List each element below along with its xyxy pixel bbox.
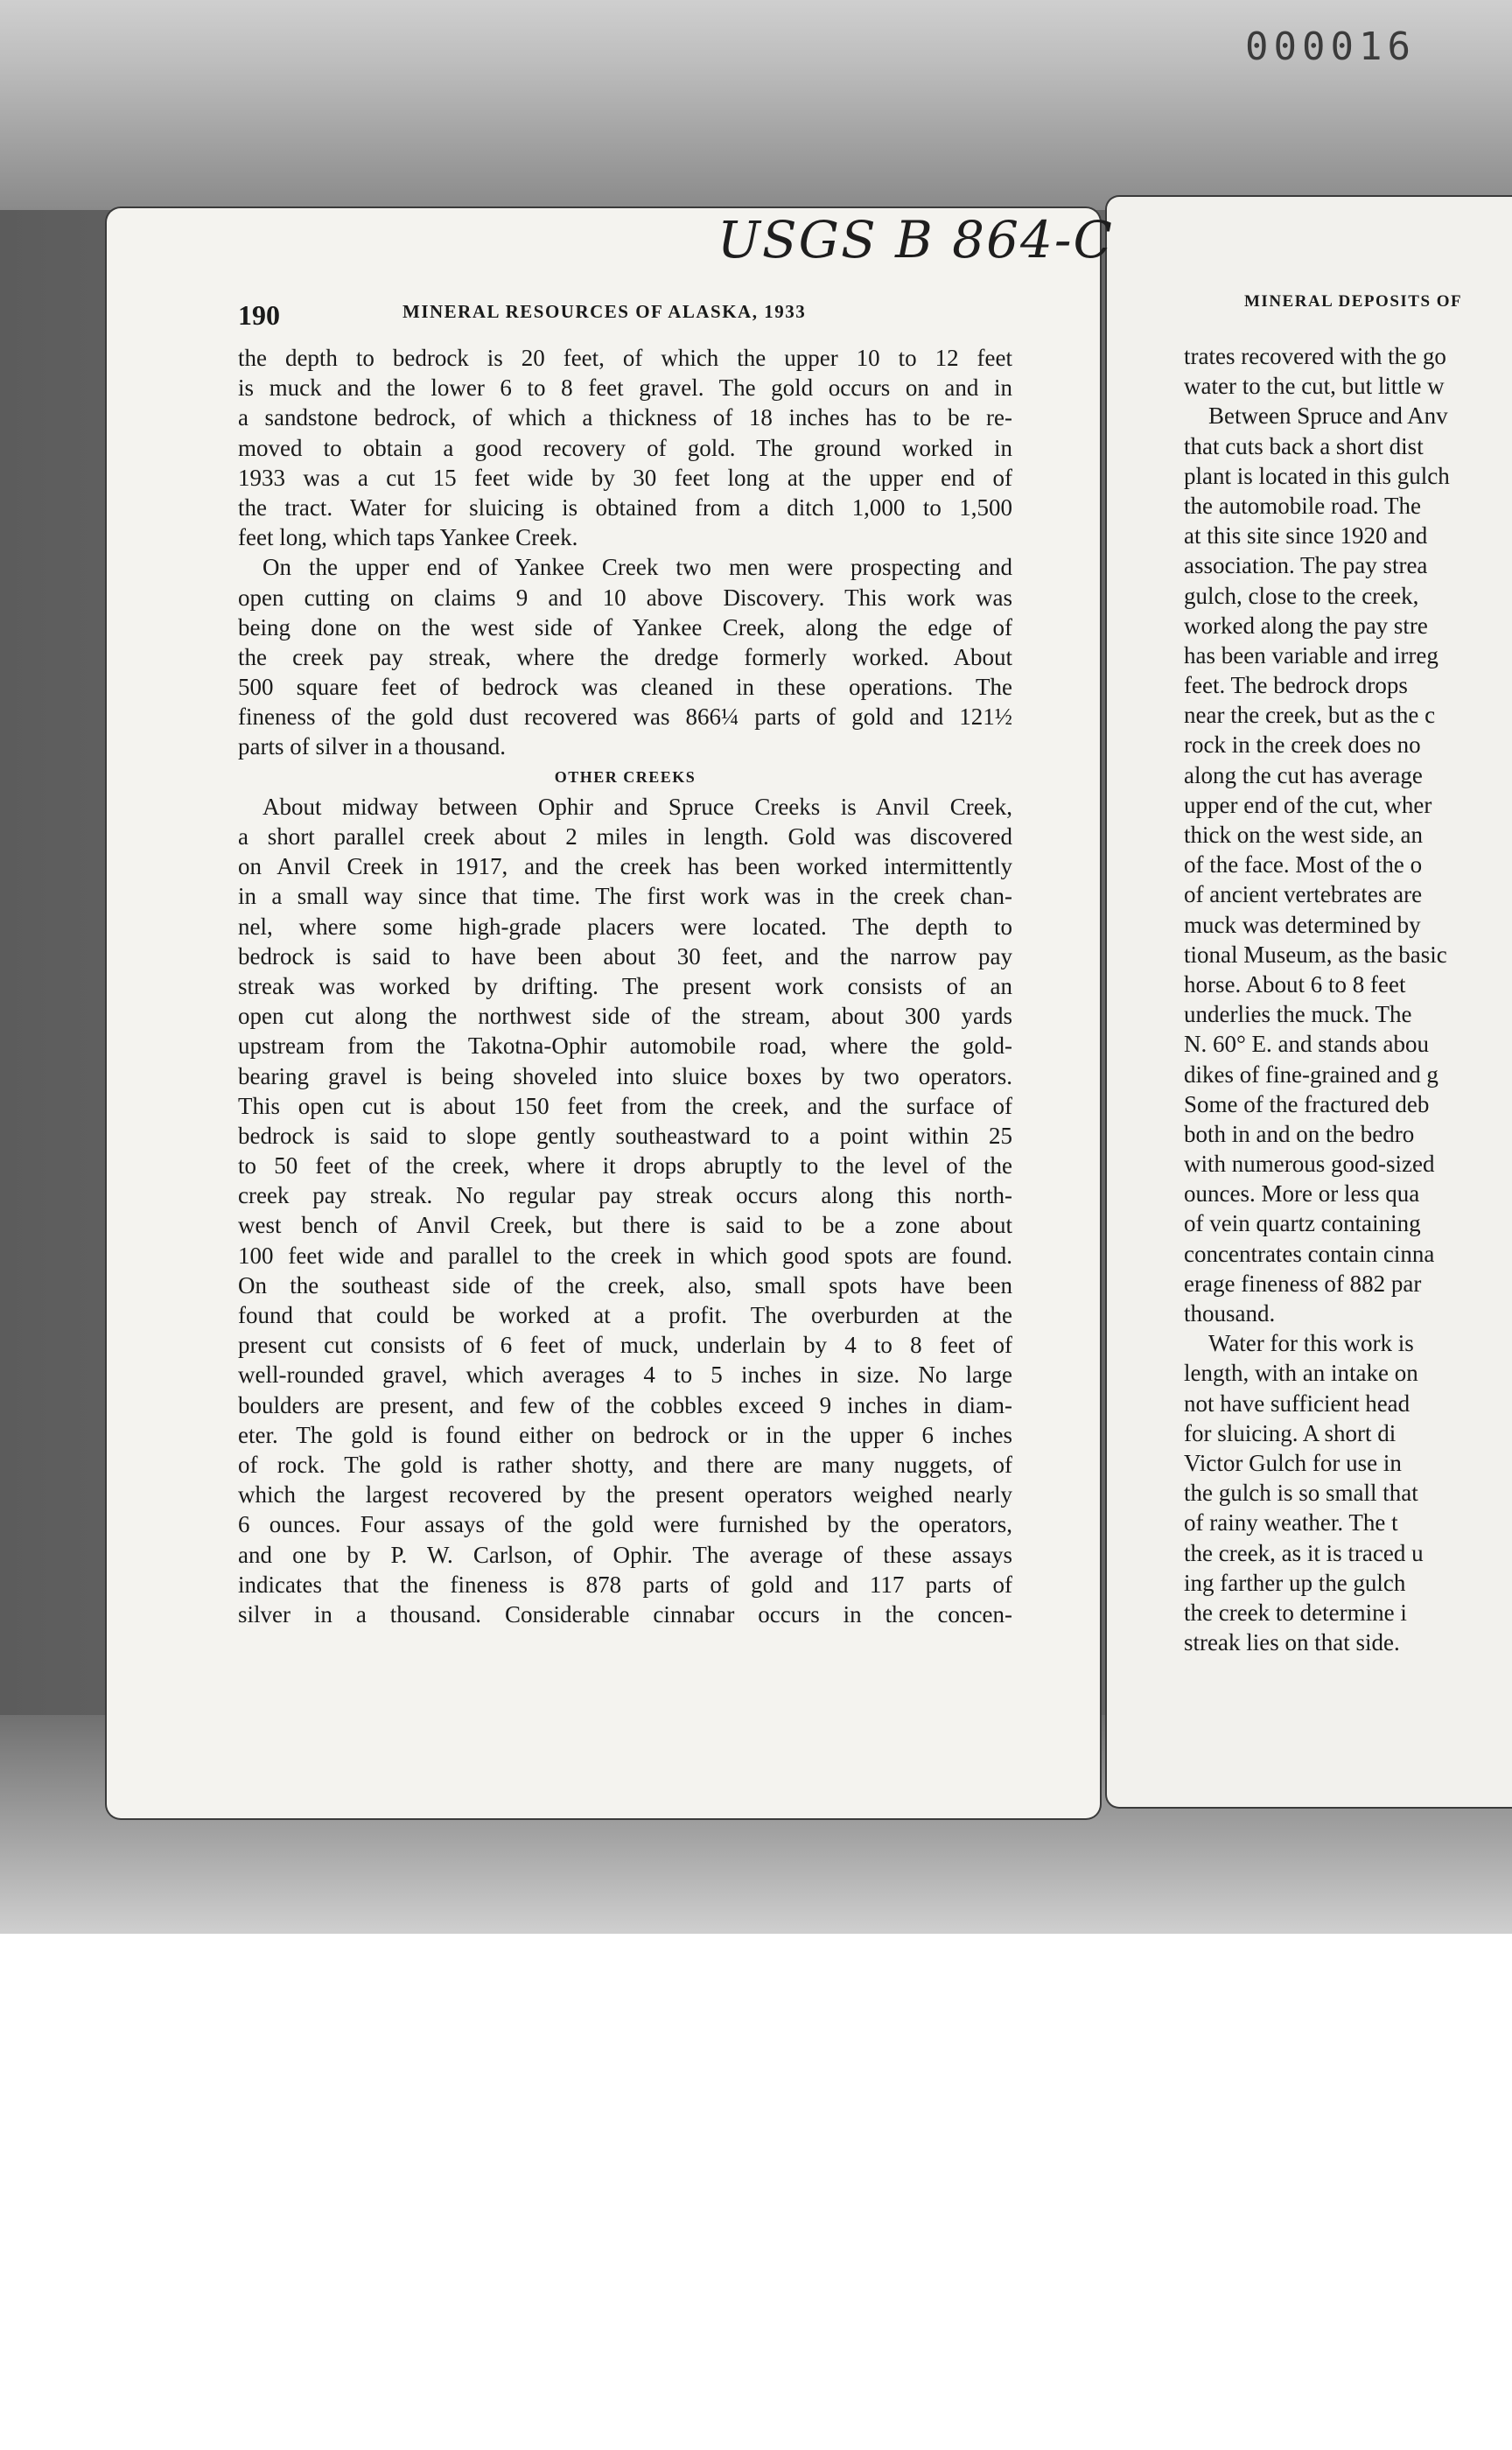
right-text-line: plant is located in this gulch	[1184, 462, 1450, 489]
right-text-line: muck was determined by	[1184, 911, 1421, 938]
right-text-line: near the creek, but as the c	[1184, 702, 1436, 729]
right-text-line: erage fineness of 882 par	[1184, 1270, 1422, 1297]
left-text-line: of rock. The gold is rather shotty, and there are many nuggets, of	[238, 1451, 1012, 1478]
section-heading: OTHER CREEKS	[554, 767, 696, 786]
left-text-line: bedrock is said to slope gently southeastward to a point within 25	[238, 1122, 1012, 1149]
left-text-line: which the largest recovered by the present operators weighed nearly	[238, 1481, 1012, 1508]
right-text-line: streak lies on that side.	[1184, 1629, 1400, 1656]
right-text-line: the automobile road. The	[1184, 492, 1421, 519]
left-text-line: 1933 was a cut 15 feet wide by 30 feet long at the upper end of	[238, 464, 1012, 491]
left-text-column	[238, 343, 1012, 1629]
left-text-line: present cut consists of 6 feet of muck, underlain by 4 to 8 feet of	[238, 1332, 1012, 1359]
left-text-line: eter. The gold is found either on bedrock or in the upper 6 inches	[238, 1421, 1012, 1448]
left-text-line: a sandstone bedrock, of which a thickness of 18 inches has to be re-	[238, 404, 1012, 431]
right-text-line: has been variable and irreg	[1184, 641, 1438, 668]
left-text-line: is muck and the lower 6 to 8 feet gravel. The gold occurs on and in	[238, 374, 1012, 402]
right-text-line: upper end of the cut, wher	[1184, 791, 1432, 818]
document-stamp-number: 000016	[1245, 24, 1416, 69]
left-text-line: fineness of the gold dust recovered was 866¼ parts of gold and 121½	[238, 704, 1012, 731]
right-text-line: horse. About 6 to 8 feet	[1184, 970, 1406, 998]
right-text-line: feet. The bedrock drops	[1184, 672, 1408, 699]
left-text-line: bedrock is said to have been about 30 feet, and the narrow pay	[238, 942, 1012, 970]
left-text-line: On the southeast side of the creek, also, small spots have been	[238, 1271, 1012, 1298]
right-text-line: at this site since 1920 and	[1184, 522, 1428, 550]
left-text-line: to 50 feet of the creek, where it drops abruptly to the level of the	[238, 1152, 1012, 1180]
right-text-line: Water for this work is	[1208, 1330, 1414, 1357]
left-text-line: 100 feet wide and parallel to the creek in which good spots are found.	[238, 1242, 1012, 1269]
right-text-line: rock in the creek does no	[1184, 732, 1421, 759]
right-text-line: worked along the pay stre	[1184, 612, 1428, 639]
right-text-line: ounces. More or less qua	[1184, 1180, 1420, 1208]
left-text-line: 500 square feet of bedrock was cleaned in these operations. The	[238, 674, 1012, 701]
page-number: 190	[238, 299, 280, 331]
left-text-line: well-rounded gravel, which averages 4 to 5 inches in size. No large	[238, 1362, 1012, 1389]
left-text-line: being done on the west side of Yankee Creek, along the edge of	[238, 613, 1012, 640]
right-text-line: concentrates contain cinna	[1184, 1240, 1435, 1267]
right-text-line: for sluicing. A short di	[1184, 1419, 1396, 1446]
right-text-line: Victor Gulch for use in	[1184, 1449, 1402, 1476]
right-text-column	[1184, 341, 1512, 1657]
left-text-line: on Anvil Creek in 1917, and the creek has been worked intermittently	[238, 853, 1012, 880]
right-text-line: that cuts back a short dist	[1184, 432, 1424, 459]
right-text-line: of rainy weather. The t	[1184, 1509, 1398, 1536]
right-text-line: underlies the muck. The	[1184, 1001, 1412, 1028]
right-text-line: along the cut has average	[1184, 761, 1423, 788]
right-text-line: Between Spruce and Anv	[1208, 402, 1448, 430]
left-text-line: silver in a thousand. Considerable cinnabar occurs in the concen-	[238, 1600, 1012, 1628]
left-text-line: nel, where some high-grade placers were located. The depth to	[238, 913, 1012, 940]
left-text-line: About midway between Ophir and Spruce Creeks is Anvil Creek,	[262, 793, 1012, 820]
right-text-line: thick on the west side, an	[1184, 822, 1423, 848]
left-text-line: upstream from the Takotna-Ophir automobile road, where the gold-	[238, 1032, 1012, 1060]
left-text-line: streak was worked by drifting. The present work consists of an	[238, 972, 1012, 999]
left-text-line: and one by P. W. Carlson, of Ophir. The average of these assays	[238, 1541, 1012, 1568]
left-text-line: parts of silver in a thousand.	[238, 733, 506, 760]
right-text-line: thousand.	[1184, 1300, 1276, 1326]
left-text-line: open cut along the northwest side of the stream, about 300 yards	[238, 1003, 1012, 1030]
left-text-line: a short parallel creek about 2 miles in length. Gold was discovered	[238, 823, 1012, 850]
left-text-line: in a small way since that time. The first work was in the creek chan-	[238, 883, 1012, 910]
left-text-line: the depth to bedrock is 20 feet, of which the upper 10 to 12 feet	[238, 345, 1012, 371]
left-text-line: On the upper end of Yankee Creek two men were prospecting and	[262, 554, 1012, 581]
handwritten-annotation: USGS B 864-C	[718, 210, 1114, 270]
right-text-line: both in and on the bedro	[1184, 1120, 1415, 1147]
left-text-line: This open cut is about 150 feet from the creek, and the surface of	[238, 1092, 1012, 1119]
left-running-head: MINERAL RESOURCES OF ALASKA, 1933	[402, 301, 807, 322]
right-text-line: the creek to determine i	[1184, 1599, 1407, 1626]
right-text-line: gulch, close to the creek,	[1184, 582, 1419, 609]
right-text-line: the creek, as it is traced u	[1184, 1539, 1424, 1566]
right-text-line: not have sufficient head	[1184, 1390, 1410, 1417]
right-text-line: the gulch is so small that	[1184, 1480, 1418, 1507]
right-text-line: of the face. Most of the o	[1184, 851, 1423, 878]
left-text-line: feet long, which taps Yankee Creek.	[238, 524, 578, 551]
left-text-line: found that could be worked at a profit. The overburden at the	[238, 1302, 1012, 1328]
left-text-line: west bench of Anvil Creek, but there is said to be a zone about	[238, 1212, 1012, 1239]
right-text-line: N. 60° E. and stands abou	[1184, 1031, 1430, 1058]
right-running-head: MINERAL DEPOSITS OF	[1244, 292, 1463, 311]
left-text-line: moved to obtain a good recovery of gold. The ground worked in	[238, 434, 1012, 461]
left-text-line: bearing gravel is being shoveled into sluice boxes by two operators.	[238, 1062, 1012, 1089]
right-text-line: tional Museum, as the basic	[1184, 941, 1447, 968]
right-text-line: ing farther up the gulch	[1184, 1569, 1406, 1596]
right-text-line: of ancient vertebrates are	[1184, 881, 1423, 908]
left-text-line: creek pay streak. No regular pay streak occurs along this north-	[238, 1182, 1012, 1209]
right-text-line: of vein quartz containing	[1184, 1210, 1421, 1237]
left-text-line: indicates that the fineness is 878 parts of gold and 117 parts of	[238, 1571, 1012, 1598]
left-text-line: the tract. Water for sluicing is obtained from a ditch 1,000 to 1,500	[238, 494, 1012, 521]
right-text-line: Some of the fractured deb	[1184, 1090, 1430, 1117]
right-text-line: water to the cut, but little w	[1184, 373, 1445, 400]
right-text-line: length, with an intake on	[1184, 1360, 1418, 1387]
left-text-line: boulders are present, and few of the cobbles exceed 9 inches in diam-	[238, 1391, 1012, 1418]
right-text-line: association. The pay strea	[1184, 552, 1428, 579]
left-text-line: open cutting on claims 9 and 10 above Discovery. This work was	[238, 584, 1012, 611]
left-text-line: 6 ounces. Four assays of the gold were furnished by the operators,	[238, 1511, 1012, 1538]
right-text-line: trates recovered with the go	[1184, 343, 1446, 369]
right-text-line: with numerous good-sized	[1184, 1151, 1435, 1178]
left-text-line: the creek pay streak, where the dredge formerly worked. About	[238, 643, 1012, 670]
right-text-line: dikes of fine-grained and g	[1184, 1060, 1438, 1088]
